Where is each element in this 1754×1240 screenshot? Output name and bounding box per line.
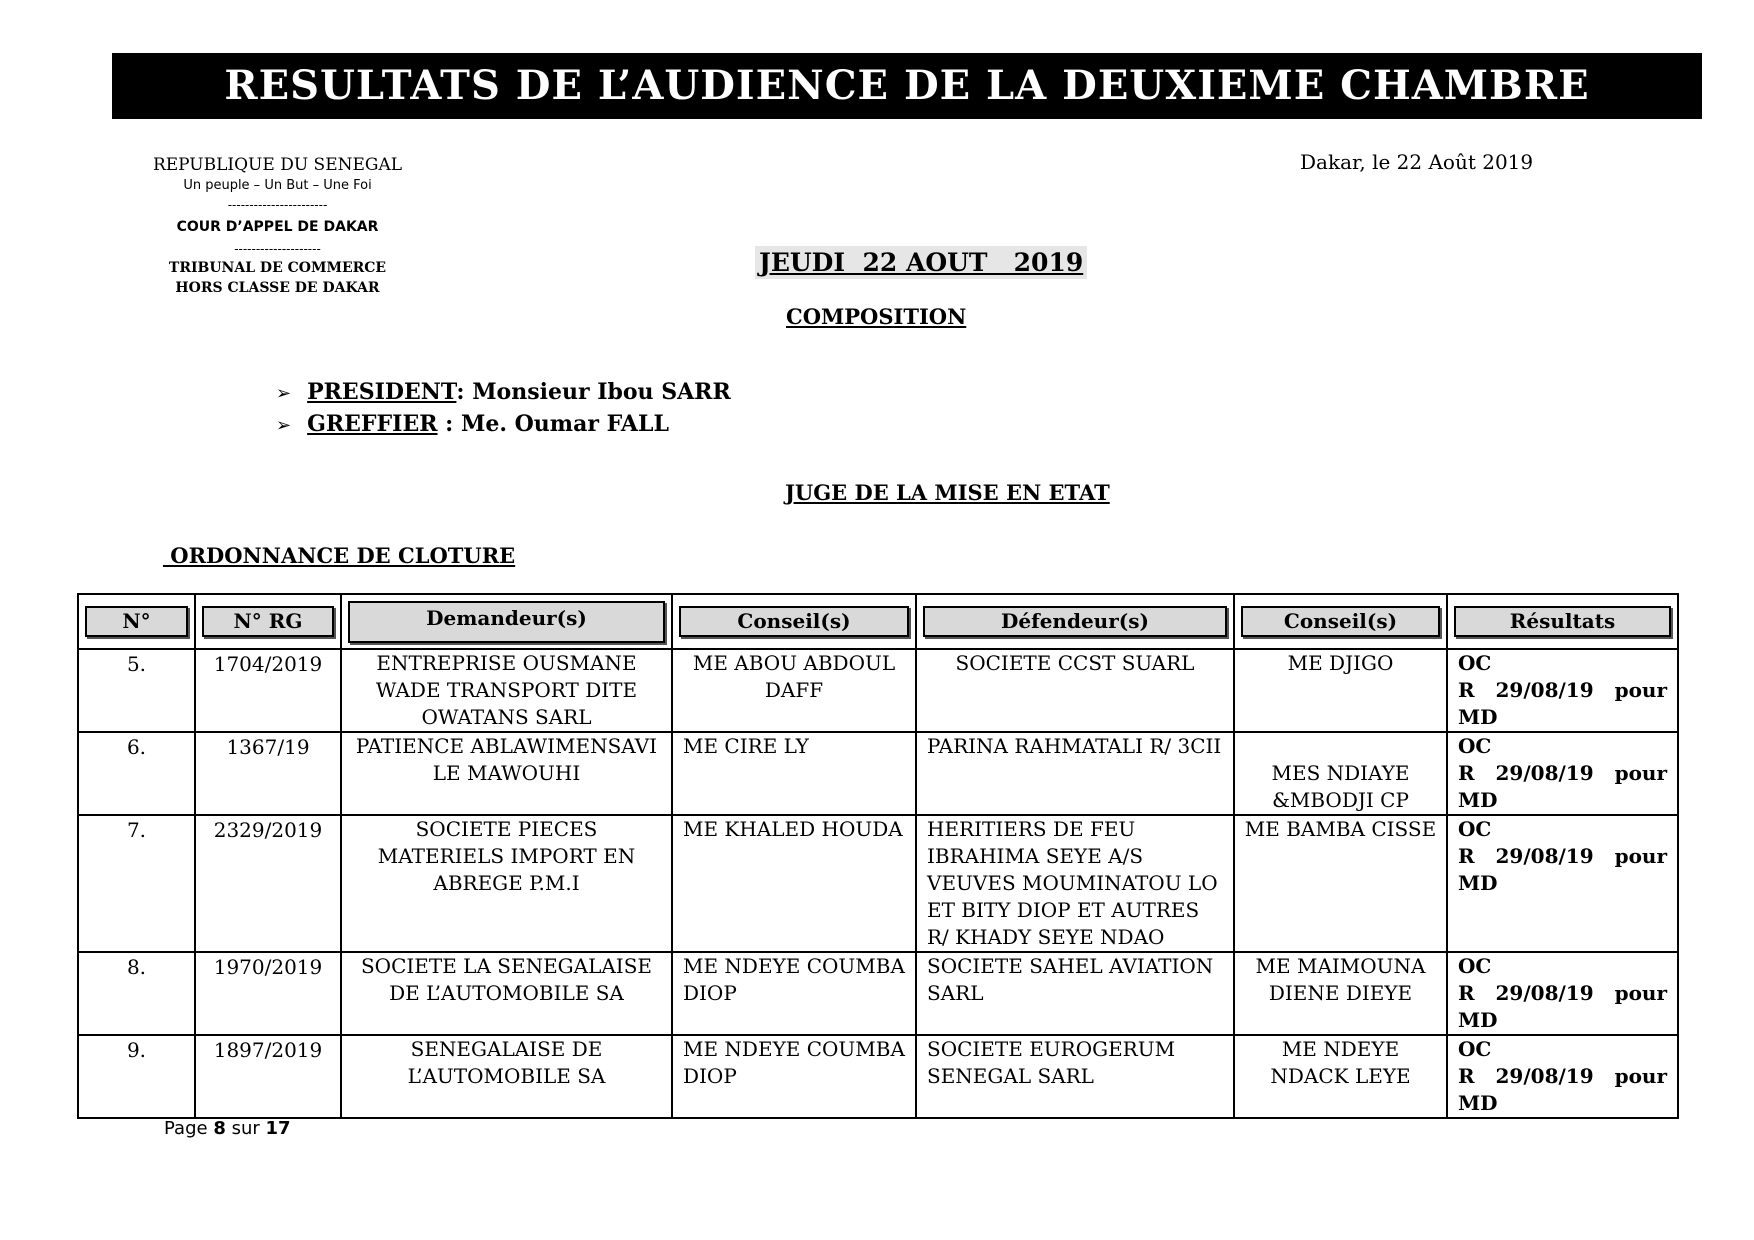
letterhead (140, 154, 415, 298)
column-header-num: N° (85, 606, 188, 637)
cell-conseil-defendeur: ME NDEYE NDACK LEYE (1234, 1035, 1447, 1118)
result-pour: pour (1614, 678, 1667, 702)
result-md: MD (1458, 871, 1498, 895)
column-header-demandeur: Demandeur(s) (348, 601, 665, 643)
result-date: R 29/08/19 (1458, 981, 1594, 1005)
result-pour: pour (1614, 844, 1667, 868)
divider: -------------------- (234, 242, 321, 256)
cell-conseil-defendeur: ME BAMBA CISSE (1234, 815, 1447, 952)
table-row (78, 815, 1678, 952)
tribunal-name-line2: HORS CLASSE DE DAKAR (175, 280, 380, 296)
cases-table (77, 593, 1679, 1119)
member-name: Me. Oumar FALL (460, 411, 669, 437)
page-number (164, 1118, 291, 1139)
result-code: OC (1458, 651, 1492, 675)
cell-rg: 1897/2019 (195, 1035, 341, 1118)
cell-conseil-demandeur: ME NDEYE COUMBA DIOP (672, 1035, 916, 1118)
result-md: MD (1458, 1091, 1498, 1115)
cell-defendeur: SOCIETE CCST SUARL (916, 649, 1234, 732)
cell-resultats (1447, 1035, 1678, 1118)
result-date: R 29/08/19 (1458, 678, 1594, 702)
page-banner-title: RESULTATS DE L’AUDIENCE DE LA DEUXIEME CHAMBRE (112, 53, 1702, 119)
page-current: 8 (213, 1118, 226, 1139)
result-code: OC (1458, 817, 1492, 841)
result-md: MD (1458, 788, 1498, 812)
cell-rg: 2329/2019 (195, 815, 341, 952)
court-name: COUR D’APPEL DE DAKAR (176, 219, 379, 235)
cell-rg: 1970/2019 (195, 952, 341, 1035)
cell-rg: 1367/19 (195, 732, 341, 815)
cell-defendeur: SOCIETE EUROGERUM SENEGAL SARL (916, 1035, 1234, 1118)
cell-resultats (1447, 649, 1678, 732)
divider: ----------------------- (227, 198, 328, 212)
cell-demandeur: SOCIETE LA SENEGALAISE DE L’AUTOMOBILE SA (341, 952, 672, 1035)
cell-conseil-demandeur: ME ABOU ABDOUL DAFF (672, 649, 916, 732)
table-row (78, 1035, 1678, 1118)
member-separator: : (437, 411, 461, 437)
composition-greffier (276, 411, 669, 437)
result-pour: pour (1614, 761, 1667, 785)
document-date: Dakar, le 22 Août 2019 (1300, 150, 1534, 174)
cell-defendeur: PARINA RAHMATALI R/ 3CII (916, 732, 1234, 815)
result-md: MD (1458, 1008, 1498, 1032)
table-header-row (78, 594, 1678, 649)
cell-resultats (1447, 732, 1678, 815)
national-motto: Un peuple – Un But – Une Foi (183, 178, 372, 193)
cell-rg: 1704/2019 (195, 649, 341, 732)
column-header-rg: N° RG (202, 606, 334, 637)
result-date: R 29/08/19 (1458, 844, 1594, 868)
result-code: OC (1458, 1037, 1492, 1061)
member-role: GREFFIER (307, 411, 438, 437)
composition-title: COMPOSITION (786, 304, 967, 329)
cell-resultats (1447, 815, 1678, 952)
column-header-conseil-demandeur: Conseil(s) (679, 606, 909, 637)
cell-demandeur: ENTREPRISE OUSMANE WADE TRANSPORT DITE OWATANS SARL (341, 649, 672, 732)
republic-name: REPUBLIQUE DU SENEGAL (152, 155, 403, 175)
result-code: OC (1458, 734, 1492, 758)
result-code: OC (1458, 954, 1492, 978)
result-md: MD (1458, 705, 1498, 729)
cell-conseil-demandeur: ME NDEYE COUMBA DIOP (672, 952, 916, 1035)
table-row (78, 952, 1678, 1035)
tribunal-name-line1: TRIBUNAL DE COMMERCE (168, 260, 387, 276)
column-header-resultats: Résultats (1454, 606, 1671, 637)
column-header-conseil-defendeur: Conseil(s) (1241, 606, 1440, 637)
result-pour: pour (1614, 981, 1667, 1005)
cell-num: 8. (78, 952, 195, 1035)
cell-conseil-defendeur: ME DJIGO (1234, 649, 1447, 732)
member-separator: : (456, 379, 473, 405)
cell-conseil-demandeur: ME CIRE LY (672, 732, 916, 815)
result-date: R 29/08/19 (1458, 1064, 1594, 1088)
cell-conseil-demandeur: ME KHALED HOUDA (672, 815, 916, 952)
page-middle: sur (225, 1118, 266, 1139)
cell-demandeur: PATIENCE ABLAWIMENSAVI LE MAWOUHI (341, 732, 672, 815)
result-pour: pour (1614, 1064, 1667, 1088)
arrow-bullet-icon: ➢ (276, 415, 292, 436)
table-row (78, 732, 1678, 815)
cell-num: 9. (78, 1035, 195, 1118)
section-title-juge: JUGE DE LA MISE EN ETAT (785, 480, 1110, 505)
member-role: PRESIDENT (307, 379, 457, 405)
cell-resultats (1447, 952, 1678, 1035)
composition-president (276, 379, 731, 405)
page-prefix: Page (164, 1118, 214, 1139)
column-header-defendeur: Défendeur(s) (923, 606, 1227, 637)
cell-num: 5. (78, 649, 195, 732)
cell-demandeur: SENEGALAISE DE L’AUTOMOBILE SA (341, 1035, 672, 1118)
table-row (78, 649, 1678, 732)
page-total: 17 (265, 1118, 291, 1139)
member-name: Monsieur Ibou SARR (472, 379, 731, 405)
section-title-ordonnance: ORDONNANCE DE CLOTURE (163, 543, 516, 568)
cell-defendeur: HERITIERS DE FEU IBRAHIMA SEYE A/S VEUVES MOUMINATOU LO ET BITY DIOP ET AUTRES R/ KHADY SEYE NDAO (916, 815, 1234, 952)
cell-defendeur: SOCIETE SAHEL AVIATION SARL (916, 952, 1234, 1035)
session-date: JEUDI 22 AOUT 2019 (755, 246, 1087, 279)
arrow-bullet-icon: ➢ (276, 383, 292, 404)
result-date: R 29/08/19 (1458, 761, 1594, 785)
cell-num: 7. (78, 815, 195, 952)
cell-conseil-defendeur: ME MAIMOUNA DIENE DIEYE (1234, 952, 1447, 1035)
cell-demandeur: SOCIETE PIECES MATERIELS IMPORT EN ABREGE P.M.I (341, 815, 672, 952)
cell-conseil-defendeur: MES NDIAYE &MBODJI CP (1234, 732, 1447, 815)
cell-num: 6. (78, 732, 195, 815)
